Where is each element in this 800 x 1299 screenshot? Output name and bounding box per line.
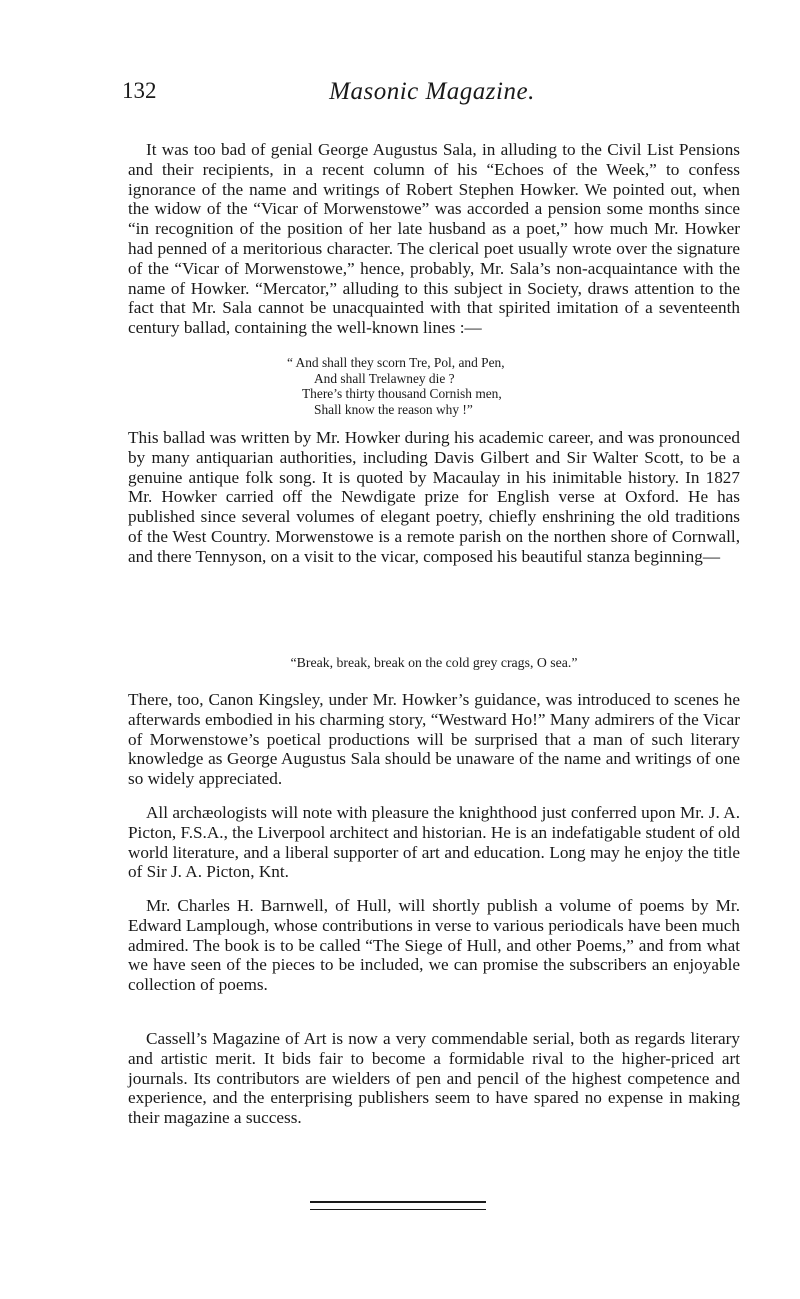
running-head-title: Masonic Magazine. (329, 78, 535, 105)
verse-line-2: And shall Trelawney die ? (314, 370, 455, 386)
verse-line-3: There’s thirty thousand Cornish men, (302, 386, 502, 402)
paragraph-cassells: Cassell’s Magazine of Art is now a very commendable serial, both as regards literary and artistic merit. It bids fair to become a formidable rival to the higher-priced art journals. Its contributors are wielders of pen and pencil of the highest competence and experience, and the enterprising publishers seem to have spared no expense in making their magazine a success. (128, 1029, 740, 1128)
paragraph-sala-howker: It was too bad of genial George Augustus Sala, in alluding to the Civil List Pensions and their recipients, in a recent column of his “Echoes of the Week,” to confess ignorance of the name and writings of Robert Stephen Howker. We pointed out, when the widow of the “Vicar of Morwenstowe” was accorded a pension some months since “in recognition of the position of her late husband as a poet,” how much Mr. Howker had penned of a meritorious character. The clerical poet usually wrote over the signature of the “Vicar of Morwenstowe,” hence, probably, Mr. Sala’s non-acquaintance with the name of Howker. “Mercator,” alluding to this subject in Society, draws attention to the fact that Mr. Sala cannot be unacquainted with that spirited imitation of a seventeenth century ballad, containing the well-known lines :— (128, 140, 740, 338)
end-rule-thick (310, 1201, 486, 1203)
verse-line-1: “ And shall they scorn Tre, Pol, and Pen, (287, 355, 505, 370)
end-rule-thin (310, 1209, 486, 1210)
paragraph-picton: All archæologists will note with pleasure the knighthood just conferred upon Mr. J. A. Picton, F.S.A., the Liverpool architect and historian. He is an indefatigable student of old world literature, and a liberal supporter of art and education. Long may he enjoy the title of Sir J. A. Picton, Knt. (128, 803, 740, 882)
ballad-verse (287, 355, 505, 417)
tennyson-quote: “Break, break, break on the cold grey crags, O sea.” (290, 655, 578, 670)
paragraph-kingsley: There, too, Canon Kingsley, under Mr. Howker’s guidance, was introduced to scenes he afterwards embodied in his charming story, “Westward Ho!” Many admirers of the Vicar of Morwenstowe’s poetical productions will be surprised that a man of such literary knowledge as George Augustus Sala should be unaware of the name and writings of one so widely appreciated. (128, 690, 740, 789)
page-number: 132 (122, 78, 157, 103)
verse-line-4: Shall know the reason why !” (314, 401, 473, 417)
paragraph-lamplough: Mr. Charles H. Barnwell, of Hull, will shortly publish a volume of poems by Mr. Edward Lamplough, whose contributions in verse to various periodicals have been much admired. The book is to be called “The Siege of Hull, and other Poems,” and from what we have seen of the pieces to be included, we can promise the subscribers an enjoyable collection of poems. (128, 896, 740, 995)
paragraph-ballad-history: This ballad was written by Mr. Howker during his academic career, and was pronounced by many antiquarian authorities, including Davis Gilbert and Sir Walter Scott, to be a genuine antique folk song. It is quoted by Macaulay in his inimitable history. In 1827 Mr. Howker carried off the Newdigate prize for English verse at Oxford. He has published since several volumes of elegant poetry, chiefly enshrining the old traditions of the West Country. Morwenstowe is a remote parish on the northen shore of Cornwall, and there Tennyson, on a visit to the vicar, composed his beautiful stanza beginning— (128, 428, 740, 566)
page-header (122, 78, 742, 118)
